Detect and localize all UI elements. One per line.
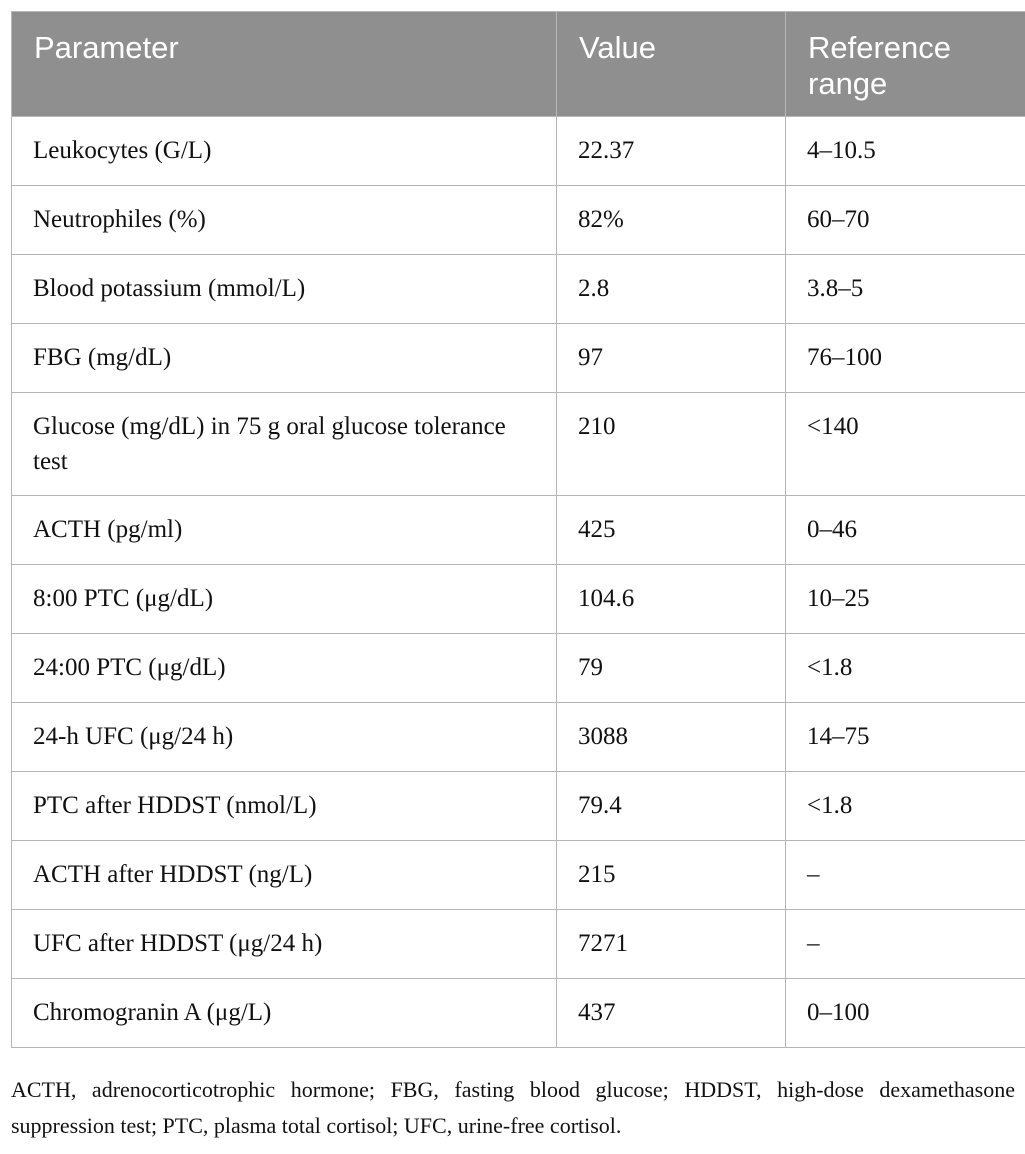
cell-reference-range: <140	[786, 393, 1025, 496]
cell-value: 79.4	[557, 772, 786, 841]
cell-reference-range: 3.8–5	[786, 255, 1025, 324]
table-row	[12, 393, 1025, 496]
cell-parameter: ACTH after HDDST (ng/L)	[12, 841, 557, 910]
table-row	[12, 565, 1025, 634]
cell-parameter: FBG (mg/dL)	[12, 324, 557, 393]
cell-parameter: Glucose (mg/dL) in 75 g oral glucose tolerance test	[12, 393, 557, 496]
table-row	[12, 496, 1025, 565]
cell-parameter: Neutrophiles (%)	[12, 186, 557, 255]
cell-value: 425	[557, 496, 786, 565]
header-reference-range: Reference range	[786, 12, 1025, 117]
table-row	[12, 186, 1025, 255]
table-row	[12, 841, 1025, 910]
cell-reference-range: 60–70	[786, 186, 1025, 255]
cell-value: 2.8	[557, 255, 786, 324]
cell-reference-range: 76–100	[786, 324, 1025, 393]
cell-parameter: Chromogranin A (μg/L)	[12, 979, 557, 1048]
cell-reference-range: <1.8	[786, 634, 1025, 703]
cell-reference-range: –	[786, 841, 1025, 910]
table-row	[12, 255, 1025, 324]
cell-parameter: 24:00 PTC (μg/dL)	[12, 634, 557, 703]
cell-value: 97	[557, 324, 786, 393]
cell-reference-range: –	[786, 910, 1025, 979]
cell-parameter: PTC after HDDST (nmol/L)	[12, 772, 557, 841]
cell-value: 22.37	[557, 117, 786, 186]
table-row	[12, 634, 1025, 703]
cell-reference-range: 0–100	[786, 979, 1025, 1048]
table-row	[12, 979, 1025, 1048]
cell-value: 215	[557, 841, 786, 910]
header-value: Value	[557, 12, 786, 117]
table-footnote: ACTH, adrenocorticotrophic hormone; FBG, fasting blood glucose; HDDST, high-dose dexamethasone suppression test; PTC, plasma total cortisol; UFC, urine-free cortisol.	[11, 1077, 1015, 1138]
cell-reference-range: 10–25	[786, 565, 1025, 634]
table-row	[12, 910, 1025, 979]
table-row	[12, 324, 1025, 393]
cell-reference-range: <1.8	[786, 772, 1025, 841]
cell-value: 3088	[557, 703, 786, 772]
cell-parameter: Leukocytes (G/L)	[12, 117, 557, 186]
cell-parameter: Blood potassium (mmol/L)	[12, 255, 557, 324]
cell-value: 104.6	[557, 565, 786, 634]
cell-value: 7271	[557, 910, 786, 979]
cell-value: 437	[557, 979, 786, 1048]
table-body	[12, 117, 1025, 1048]
cell-value: 210	[557, 393, 786, 496]
table-header-row	[12, 12, 1025, 117]
table-row	[12, 772, 1025, 841]
cell-reference-range: 14–75	[786, 703, 1025, 772]
cell-parameter: ACTH (pg/ml)	[12, 496, 557, 565]
lab-results-table-container	[11, 11, 1025, 1048]
cell-value: 79	[557, 634, 786, 703]
cell-parameter: 8:00 PTC (μg/dL)	[12, 565, 557, 634]
table-row	[12, 117, 1025, 186]
cell-reference-range: 4–10.5	[786, 117, 1025, 186]
cell-parameter: UFC after HDDST (μg/24 h)	[12, 910, 557, 979]
cell-value: 82%	[557, 186, 786, 255]
cell-parameter: 24-h UFC (μg/24 h)	[12, 703, 557, 772]
table-row	[12, 703, 1025, 772]
cell-reference-range: 0–46	[786, 496, 1025, 565]
lab-results-table	[11, 11, 1025, 1048]
header-parameter: Parameter	[12, 12, 557, 117]
